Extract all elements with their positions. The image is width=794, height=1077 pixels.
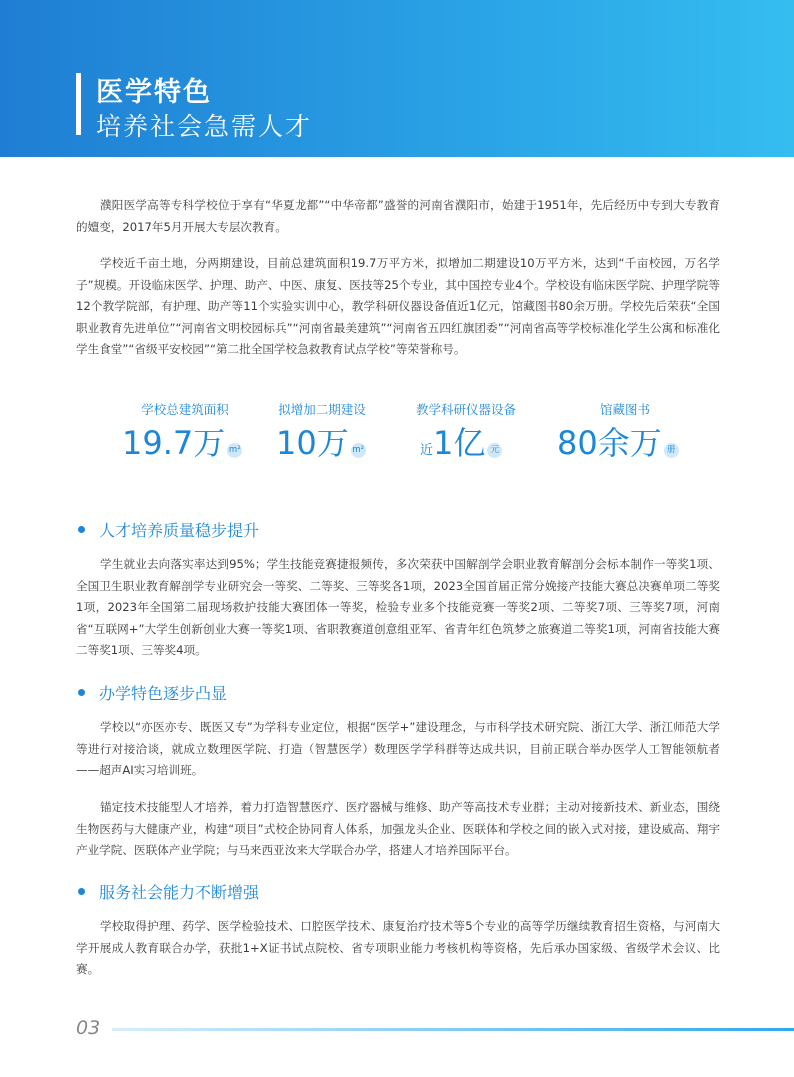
stat-value-row — [557, 418, 679, 464]
stat-value-row — [276, 418, 366, 464]
stat-label: 拟增加二期建设 — [278, 402, 366, 417]
bullet-dot-icon — [78, 888, 85, 895]
stat-prefix: 近 — [420, 443, 434, 458]
stat-phase-two — [270, 400, 374, 462]
stat-unit-badge: 元 — [487, 443, 502, 458]
intro-paragraph-2: 学校近千亩土地，分两期建设，目前总建筑面积19.7万平方米，拟增加二期建设10万平方米，达到“千亩校园，万名学子”规模。开设临床医学、护理、助产、中医、康复、医技等25个专业，其中国控专业4个。学校设有临床医学院、护理学院等12个教学院部，有护理、助产等11个实验实训中心，教学科研仪器设备值近1亿元，馆藏图书80余万册。学校先后荣获“全国职业教育先进单位”“河南省文明校园标兵”“河南省最美建筑”“河南省五四红旗团委”“河南省高等学校标准化学生公寓和标准化学生食堂”“省级平安校园”“第二批全国学校急救教育试点学校”等荣誉称号。 — [76, 256, 720, 356]
section-paragraph: 锚定技术技能型人才培养，着力打造智慧医疗、医疗器械与维修、助产等高技术专业群；主动对接新技术、新业态，围绕生物医药与大健康产业，构建“项目”式校企协同育人体系，加强龙头企业、医联体和学校之间的嵌入式对接，建设威高、翔宇产业学院、医联体产业学院；与马来西亚汝来大学联合办学，搭建人才培养国际平台。 — [76, 800, 720, 857]
page-subtitle: 培养社会急需人才 — [96, 112, 313, 141]
stat-library — [557, 400, 690, 462]
stat-value: 1亿 — [433, 424, 486, 462]
stat-label: 教学科研仪器设备 — [415, 402, 516, 417]
section-heading-features — [78, 681, 227, 704]
bullet-dot-icon — [78, 689, 85, 696]
section-paragraph: 学校以“亦医亦专、既医又专”为学科专业定位，根据“医学+”建设理念，与市科学技术研究院、浙江大学、浙江师范大学等进行对接洽谈，就成立数理医学院、打造（智慧医学）数理医学学科群等达成共识，目前正联合举办医学人工智能领航者——超声AI实习培训班。 — [76, 720, 720, 777]
stat-value: 19.7万 — [122, 424, 226, 462]
stat-unit-badge: 册 — [664, 443, 679, 458]
stat-unit-badge: m² — [351, 443, 366, 458]
section-paragraph: 学生就业去向落实率达到95%；学生技能竞赛捷报频传，多次荣获中国解剖学会职业教育解剖分会标本制作一等奖1项、全国卫生职业教育解剖学专业研究会一等奖、二等奖、三等奖各1项，2023全国首届正常分娩接产技能大赛总决赛单项二等奖1项，2023年全国第二届现场救护技能大赛团体一等奖，检验专业多个技能竞赛一等奖2项、二等奖7项、三等奖7项，河南省“互联网+”大学生创新创业大赛一等奖1项、省职教赛道创意组亚军、省青年红色筑梦之旅赛道二等奖1项，河南省技能大赛二等奖1项、三等奖4项。 — [76, 557, 720, 657]
header-accent-bar — [76, 73, 81, 135]
section-heading-talent — [78, 518, 259, 541]
stat-label: 学校总建筑面积 — [141, 402, 229, 417]
stat-value: 80余万 — [557, 424, 662, 462]
stat-value: 10万 — [276, 424, 349, 462]
page-title: 医学特色 — [96, 77, 212, 108]
section-title: 服务社会能力不断增强 — [99, 883, 260, 902]
stat-equipment — [408, 400, 524, 462]
stat-value-row — [122, 418, 242, 464]
stat-value-row — [420, 418, 502, 464]
section-title: 办学特色逐步凸显 — [99, 684, 228, 703]
section-paragraph: 学校取得护理、药学、医学检验技术、口腔医学技术、康复治疗技术等5个专业的高等学历继续教育招生资格，与河南大学开展成人教育联合办学，获批1+X证书试点院校、省专项职业能力考核机构等资格，先后承办国家级、省级学术会议、比赛。 — [76, 919, 720, 976]
footer-rule — [112, 1028, 794, 1031]
stat-label: 馆藏图书 — [599, 402, 650, 417]
section-heading-service — [78, 880, 259, 903]
page-number: 03 — [76, 1017, 101, 1039]
stat-unit-badge: m² — [227, 443, 242, 458]
header-banner — [0, 0, 794, 157]
intro-paragraph-1: 濮阳医学高等专科学校位于享有“华夏龙都”“中华帝都”盛誉的河南省濮阳市，始建于1951年，先后经历中专到大专教育的嬗变，2017年5月开展大专层次教育。 — [76, 198, 720, 234]
stat-building-area — [120, 400, 250, 462]
section-title: 人才培养质量稳步提升 — [99, 521, 260, 540]
bullet-dot-icon — [78, 526, 85, 533]
